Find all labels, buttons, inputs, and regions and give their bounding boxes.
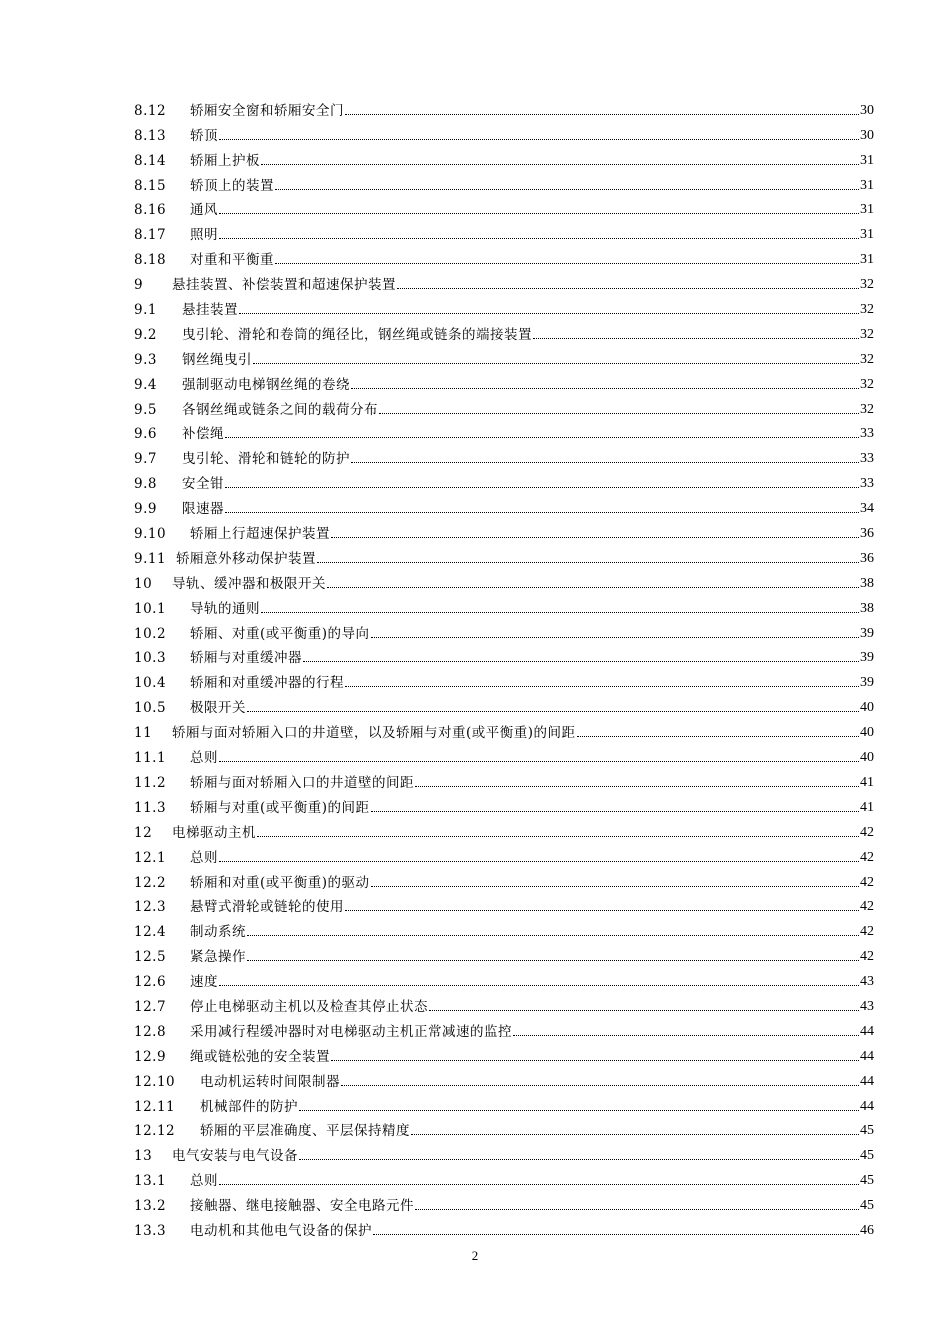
toc-dot-leader	[261, 164, 859, 165]
toc-entry-number: 9.9	[134, 501, 157, 518]
toc-entry[interactable]	[134, 940, 874, 965]
toc-dot-leader	[225, 487, 859, 488]
toc-entry-title: 安全钳	[182, 476, 224, 493]
toc-entry-number: 12.8	[134, 1023, 167, 1040]
toc-entry[interactable]	[134, 990, 874, 1015]
toc-entry-title: 照明	[190, 227, 218, 244]
toc-entry-title: 轿厢和对重缓冲器的行程	[190, 675, 344, 692]
toc-entry-title: 轿顶上的装置	[190, 177, 274, 194]
toc-entry-page: 32	[860, 326, 874, 342]
toc-entry[interactable]	[134, 1065, 874, 1090]
toc-dot-leader	[351, 462, 859, 463]
toc-dot-leader	[577, 736, 859, 737]
toc-entry-title: 采用减行程缓冲器时对电梯驱动主机正常减速的监控	[190, 1023, 512, 1040]
toc-entry-page: 39	[860, 675, 874, 691]
toc-entry[interactable]	[134, 1040, 874, 1065]
toc-entry-title: 轿厢与对重缓冲器	[190, 650, 302, 667]
toc-dot-leader	[331, 1060, 859, 1061]
toc-entry[interactable]	[134, 517, 874, 542]
toc-entry-page: 41	[860, 774, 874, 790]
toc-entry-title: 制动系统	[190, 924, 246, 941]
toc-entry-page: 31	[860, 202, 874, 218]
toc-entry-page: 39	[860, 625, 874, 641]
toc-entry-page: 32	[860, 376, 874, 392]
toc-dot-leader	[341, 1085, 859, 1086]
toc-dot-leader	[219, 213, 859, 214]
toc-entry[interactable]	[134, 393, 874, 418]
toc-entry-title: 电动机运转时间限制器	[200, 1073, 340, 1090]
toc-entry-page: 45	[860, 1123, 874, 1139]
toc-entry-title: 曳引轮、滑轮和卷筒的绳径比，钢丝绳或链条的端接装置	[182, 326, 532, 343]
toc-dot-leader	[219, 139, 859, 140]
toc-entry-number: 8.13	[134, 127, 167, 144]
toc-entry-number: 13.2	[134, 1198, 167, 1215]
toc-dot-leader	[219, 861, 859, 862]
toc-entry-number: 8.12	[134, 102, 167, 119]
toc-entry[interactable]	[134, 542, 874, 567]
toc-entry-number: 12.4	[134, 924, 167, 941]
toc-entry[interactable]	[134, 492, 874, 517]
toc-entry-page: 40	[860, 750, 874, 766]
toc-dot-leader	[275, 189, 859, 190]
toc-dot-leader	[345, 686, 859, 687]
toc-dot-leader	[261, 612, 859, 613]
toc-dot-leader	[397, 288, 859, 289]
toc-dot-leader	[411, 1134, 859, 1135]
toc-dot-leader	[415, 1209, 859, 1210]
toc-entry-title: 电动机和其他电气设备的保护	[190, 1222, 372, 1239]
toc-entry-title: 电梯驱动主机	[172, 824, 256, 841]
toc-entry-number: 9.10	[134, 526, 167, 543]
toc-entry[interactable]	[134, 169, 874, 194]
toc-dot-leader	[345, 910, 859, 911]
toc-entry-number: 9.11	[134, 550, 167, 567]
toc-entry-page: 40	[860, 700, 874, 716]
toc-entry-page: 36	[860, 526, 874, 542]
toc-entry[interactable]	[134, 243, 874, 268]
toc-entry[interactable]	[134, 268, 874, 293]
toc-entry-title: 接触器、继电接触器、安全电路元件	[190, 1198, 414, 1215]
toc-entry-page: 44	[860, 1023, 874, 1039]
toc-entry-number: 12	[134, 824, 153, 841]
toc-entry-page: 42	[860, 949, 874, 965]
toc-entry[interactable]	[134, 467, 874, 492]
toc-entry-title: 钢丝绳曳引	[182, 351, 252, 368]
toc-dot-leader	[219, 1184, 859, 1185]
toc-dot-leader	[225, 512, 859, 513]
toc-entry[interactable]	[134, 666, 874, 691]
toc-entry[interactable]	[134, 1164, 874, 1189]
toc-entry-title: 轿厢上护板	[190, 152, 260, 169]
toc-entry-page: 33	[860, 426, 874, 442]
toc-entry[interactable]	[134, 816, 874, 841]
toc-entry-number: 12.1	[134, 849, 167, 866]
toc-entry[interactable]	[134, 293, 874, 318]
toc-entry[interactable]	[134, 119, 874, 144]
toc-entry-number: 12.9	[134, 1048, 167, 1065]
toc-entry-number: 9.3	[134, 351, 157, 368]
toc-entry-number: 10.5	[134, 700, 167, 717]
toc-entry-number: 12.12	[134, 1123, 176, 1140]
toc-entry-number: 11.3	[134, 799, 167, 816]
toc-entry-title: 悬臂式滑轮或链轮的使用	[190, 899, 344, 916]
toc-dot-leader	[371, 811, 859, 812]
toc-entry-page: 41	[860, 799, 874, 815]
toc-entry-title: 轿厢意外移动保护装置	[176, 550, 316, 567]
toc-entry[interactable]	[134, 418, 874, 443]
toc-entry[interactable]	[134, 791, 874, 816]
toc-entry-page: 31	[860, 177, 874, 193]
toc-entry-page: 30	[860, 102, 874, 118]
toc-entry-page: 33	[860, 451, 874, 467]
toc-entry-number: 8.15	[134, 177, 167, 194]
toc-dot-leader	[513, 1035, 859, 1036]
toc-entry-number: 12.11	[134, 1098, 176, 1115]
toc-entry[interactable]	[134, 741, 874, 766]
toc-entry-title: 绳或链松弛的安全装置	[190, 1048, 330, 1065]
toc-entry-title: 总则	[190, 1173, 218, 1190]
page-number: 2	[471, 1248, 479, 1263]
toc-entry-title: 机械部件的防护	[200, 1098, 298, 1115]
toc-entry-title: 轿厢与对重(或平衡重)的间距	[190, 799, 370, 816]
toc-entry-number: 12.6	[134, 974, 167, 991]
toc-dot-leader	[299, 1110, 859, 1111]
toc-entry-number: 9	[134, 277, 144, 294]
toc-entry-number: 9.7	[134, 451, 157, 468]
toc-dot-leader	[373, 1234, 859, 1235]
toc-entry-title: 速度	[190, 974, 218, 991]
toc-entry[interactable]	[134, 1015, 874, 1040]
toc-entry-page: 33	[860, 476, 874, 492]
toc-entry-page: 45	[860, 1198, 874, 1214]
toc-entry[interactable]	[134, 866, 874, 891]
toc-dot-leader	[327, 587, 859, 588]
toc-entry-number: 13	[134, 1148, 153, 1165]
toc-entry-title: 停止电梯驱动主机以及检查其停止状态	[190, 998, 428, 1015]
toc-entry-title: 导轨的通则	[190, 600, 260, 617]
toc-entry[interactable]	[134, 1115, 874, 1140]
toc-entry-page: 32	[860, 351, 874, 367]
toc-dot-leader	[429, 1010, 859, 1011]
toc-entry-number: 12.10	[134, 1073, 176, 1090]
toc-entry-title: 轿顶	[190, 127, 218, 144]
toc-entry-number: 9.1	[134, 302, 157, 319]
toc-entry-title: 导轨、缓冲器和极限开关	[172, 575, 326, 592]
toc-entry-page: 38	[860, 600, 874, 616]
toc-entry-number: 10.1	[134, 600, 167, 617]
toc-entry[interactable]	[134, 915, 874, 940]
toc-dot-leader	[253, 363, 859, 364]
toc-dot-leader	[331, 537, 859, 538]
toc-entry-page: 45	[860, 1173, 874, 1189]
toc-entry[interactable]	[134, 318, 874, 343]
toc-entry[interactable]	[134, 691, 874, 716]
toc-entry-number: 9.4	[134, 376, 157, 393]
toc-entry-page: 45	[860, 1148, 874, 1164]
toc-entry-page: 42	[860, 924, 874, 940]
toc-entry-page: 42	[860, 874, 874, 890]
toc-entry[interactable]	[134, 1139, 874, 1164]
toc-dot-leader	[351, 388, 859, 389]
toc-entry-number: 8.16	[134, 202, 167, 219]
toc-entry[interactable]	[134, 617, 874, 642]
toc-entry[interactable]	[134, 766, 874, 791]
toc-dot-leader	[303, 661, 859, 662]
toc-dot-leader	[257, 836, 859, 837]
toc-entry-number: 9.6	[134, 426, 157, 443]
toc-entry-number: 9.2	[134, 326, 157, 343]
toc-entry-number: 11.2	[134, 774, 167, 791]
toc-dot-leader	[219, 985, 859, 986]
toc-entry-page: 36	[860, 550, 874, 566]
toc-entry[interactable]	[134, 965, 874, 990]
toc-dot-leader	[415, 786, 859, 787]
toc-entry-title: 限速器	[182, 501, 224, 518]
toc-entry-title: 轿厢与面对轿厢入口的井道壁，以及轿厢与对重(或平衡重)的间距	[172, 725, 576, 742]
toc-dot-leader	[371, 637, 859, 638]
toc-entry-number: 13.1	[134, 1173, 167, 1190]
toc-entry-title: 紧急操作	[190, 949, 246, 966]
toc-entry-title: 电气安装与电气设备	[172, 1148, 298, 1165]
toc-entry-title: 悬挂装置	[182, 302, 238, 319]
toc-entry-title: 强制驱动电梯钢丝绳的卷绕	[182, 376, 350, 393]
toc-dot-leader	[345, 114, 859, 115]
toc-entry-title: 通风	[190, 202, 218, 219]
toc-entry-title: 轿厢上行超速保护装置	[190, 526, 330, 543]
toc-entry-title: 曳引轮、滑轮和链轮的防护	[182, 451, 350, 468]
toc-entry-number: 10.2	[134, 625, 167, 642]
toc-entry[interactable]	[134, 368, 874, 393]
toc-entry-page: 38	[860, 575, 874, 591]
toc-dot-leader	[225, 437, 859, 438]
toc-entry-title: 补偿绳	[182, 426, 224, 443]
toc-entry-page: 32	[860, 302, 874, 318]
toc-entry-title: 悬挂装置、补偿装置和超速保护装置	[172, 277, 396, 294]
toc-entry[interactable]	[134, 144, 874, 169]
toc-entry-number: 12.7	[134, 998, 167, 1015]
toc-entry-number: 10	[134, 575, 153, 592]
toc-entry-title: 总则	[190, 849, 218, 866]
toc-entry-title: 极限开关	[190, 700, 246, 717]
toc-dot-leader	[247, 935, 859, 936]
toc-entry-number: 8.18	[134, 252, 167, 269]
toc-dot-leader	[379, 413, 859, 414]
toc-dot-leader	[239, 313, 859, 314]
toc-entry-number: 12.2	[134, 874, 167, 891]
toc-entry[interactable]	[134, 592, 874, 617]
toc-entry[interactable]	[134, 1090, 874, 1115]
toc-entry-page: 32	[860, 277, 874, 293]
toc-entry-title: 轿厢、对重(或平衡重)的导向	[190, 625, 370, 642]
toc-dot-leader	[247, 960, 859, 961]
toc-entry-page: 31	[860, 227, 874, 243]
toc-entry-title: 轿厢与面对轿厢入口的井道壁的间距	[190, 774, 414, 791]
toc-entry-number: 10.4	[134, 675, 167, 692]
toc-dot-leader	[317, 562, 859, 563]
toc-entry[interactable]	[134, 94, 874, 119]
toc-entry[interactable]	[134, 194, 874, 219]
toc-entry-title: 轿厢的平层准确度、平层保持精度	[200, 1123, 410, 1140]
toc-entry[interactable]	[134, 841, 874, 866]
toc-entry[interactable]	[134, 442, 874, 467]
toc-dot-leader	[219, 761, 859, 762]
toc-entry-page: 34	[860, 501, 874, 517]
toc-entry-page: 44	[860, 1073, 874, 1089]
toc-entry-page: 43	[860, 974, 874, 990]
toc-entry-page: 42	[860, 824, 874, 840]
toc-entry-page: 31	[860, 252, 874, 268]
toc-entry-page: 40	[860, 725, 874, 741]
table-of-contents	[134, 94, 874, 1239]
toc-entry-number: 9.5	[134, 401, 157, 418]
toc-entry-number: 8.14	[134, 152, 167, 169]
toc-dot-leader	[533, 338, 859, 339]
toc-entry-page: 46	[860, 1222, 874, 1238]
toc-entry-number: 8.17	[134, 227, 167, 244]
toc-entry-number: 13.3	[134, 1222, 167, 1239]
toc-entry-title: 轿厢和对重(或平衡重)的驱动	[190, 874, 370, 891]
toc-entry[interactable]	[134, 642, 874, 667]
toc-entry-number: 11	[134, 725, 153, 742]
toc-entry[interactable]	[134, 343, 874, 368]
toc-dot-leader	[299, 1159, 859, 1160]
toc-entry-page: 39	[860, 650, 874, 666]
toc-entry[interactable]	[134, 1214, 874, 1239]
toc-dot-leader	[219, 238, 859, 239]
toc-entry-page: 42	[860, 849, 874, 865]
toc-entry[interactable]	[134, 218, 874, 243]
toc-entry-title: 对重和平衡重	[190, 252, 274, 269]
toc-dot-leader	[371, 886, 859, 887]
toc-entry-number: 12.5	[134, 949, 167, 966]
toc-entry-page: 44	[860, 1098, 874, 1114]
toc-entry[interactable]	[134, 891, 874, 916]
toc-entry-page: 43	[860, 998, 874, 1014]
toc-entry-page: 44	[860, 1048, 874, 1064]
toc-entry-number: 11.1	[134, 750, 167, 767]
toc-entry-page: 32	[860, 401, 874, 417]
toc-entry-number: 12.3	[134, 899, 167, 916]
toc-entry-title: 轿厢安全窗和轿厢安全门	[190, 102, 344, 119]
toc-entry[interactable]	[134, 716, 874, 741]
toc-entry-number: 9.8	[134, 476, 157, 493]
toc-dot-leader	[247, 711, 859, 712]
toc-entry[interactable]	[134, 567, 874, 592]
toc-entry[interactable]	[134, 1189, 874, 1214]
toc-entry-page: 31	[860, 152, 874, 168]
toc-entry-page: 42	[860, 899, 874, 915]
toc-entry-page: 30	[860, 127, 874, 143]
toc-dot-leader	[275, 263, 859, 264]
toc-entry-title: 各钢丝绳或链条之间的载荷分布	[182, 401, 378, 418]
toc-entry-number: 10.3	[134, 650, 167, 667]
toc-entry-title: 总则	[190, 750, 218, 767]
